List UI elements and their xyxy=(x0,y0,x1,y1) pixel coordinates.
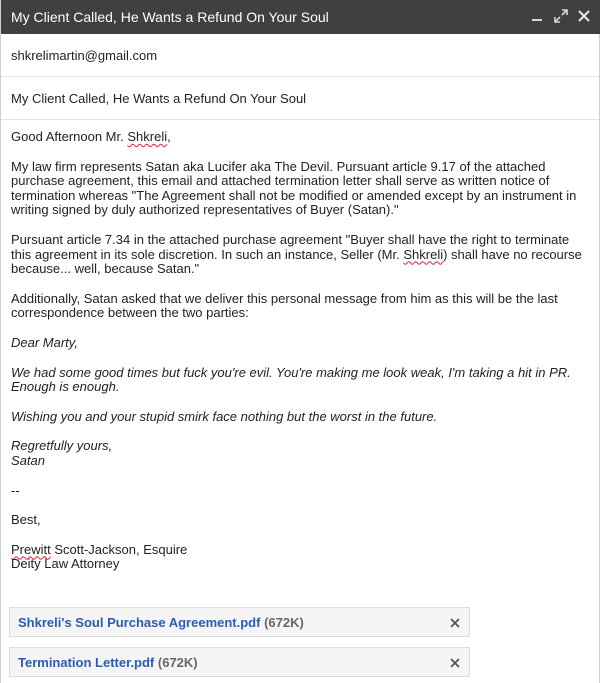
popout-icon[interactable] xyxy=(553,8,569,24)
dear-line: Dear Marty, xyxy=(11,334,78,350)
subject-field[interactable] xyxy=(1,77,599,120)
attachment-name[interactable]: Shkreli's Soul Purchase Agreement.pdf (672K) xyxy=(18,615,304,630)
attachment-name[interactable]: Termination Letter.pdf (672K) xyxy=(18,655,198,670)
attachment-size: (672K) xyxy=(264,615,304,630)
misspelled-word: Shkreli xyxy=(127,129,168,144)
message-2: Wishing you and your stupid smirk face nothing but the worst in the future. xyxy=(11,408,438,424)
paragraph-1: My law firm represents Satan aka Lucifer aka The Devil. Pursuant article 9.17 of the attached purchase agreement, this email and attached termination letter shall serve as written notice of termination whereas "The Agreement shall not be modified or amended except by an instrument in writing signed by duly authorized representatives of Buyer (Satan)." xyxy=(11,158,577,218)
attachment-chip[interactable] xyxy=(9,647,470,677)
remove-attachment-icon[interactable] xyxy=(449,656,461,668)
minimize-icon[interactable] xyxy=(529,8,545,24)
attachment-chip[interactable] xyxy=(9,607,470,637)
message-body[interactable] xyxy=(11,130,586,587)
compose-title: My Client Called, He Wants a Refund On Your Soul xyxy=(11,9,329,25)
misspelled-word: Shkreli xyxy=(403,246,444,262)
attachment-size: (672K) xyxy=(157,655,198,670)
to-field[interactable] xyxy=(1,34,599,77)
dashes: -- xyxy=(11,482,20,498)
best-line: Best, xyxy=(11,512,41,528)
close-icon[interactable] xyxy=(576,8,592,24)
compose-titlebar[interactable] xyxy=(1,0,600,34)
paragraph-2: Pursuant article 7.34 in the attached purchase agreement "Buyer shall have the right to terminate this agreement in its sole discretion. In such an instance, Seller (Mr. Shkreli) shall have no recourse because... well, because Satan." xyxy=(11,231,582,277)
to-recipient[interactable]: shkrelimartin@gmail.com xyxy=(11,48,158,63)
signature: Prewitt Scott-Jackson, Esquire Deity Law Attorney xyxy=(11,541,188,572)
subject-text[interactable]: My Client Called, He Wants a Refund On Your Soul xyxy=(11,91,307,106)
paragraph-3: Additionally, Satan asked that we deliver this personal message from him as this will be the last correspondence between the two parties: xyxy=(11,290,558,321)
misspelled-word: Prewitt xyxy=(11,541,51,557)
greeting: Good Afternoon Mr. Shkreli, xyxy=(11,129,171,144)
message-1: We had some good times but fuck you're evil. You're making me look weak, I'm taking a hit in PR. Enough is enough. xyxy=(11,364,571,395)
signoff: Regretfully yours, Satan xyxy=(11,438,113,468)
remove-attachment-icon[interactable] xyxy=(449,616,461,628)
